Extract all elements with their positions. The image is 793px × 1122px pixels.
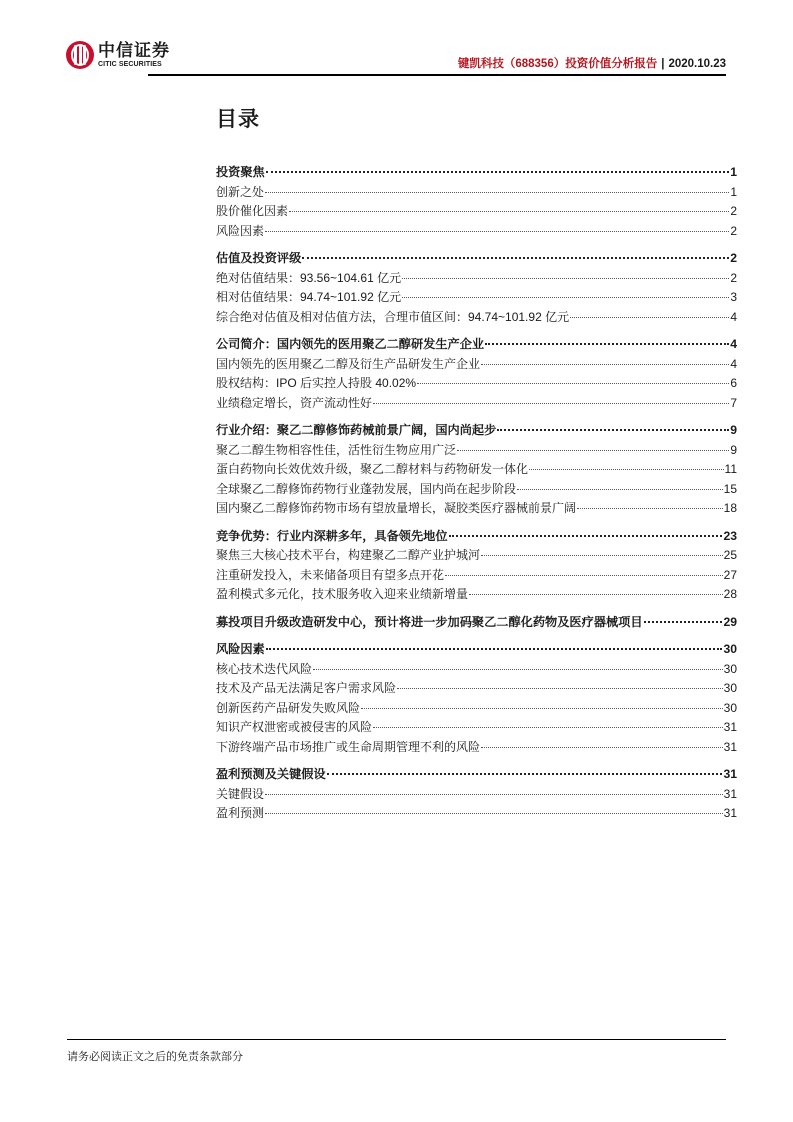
toc-page-number: 27	[723, 567, 737, 582]
toc-entry-label: 聚乙二醇生物相容性佳，活性衍生物应用广泛	[216, 442, 457, 457]
toc-page-number: 30	[723, 661, 737, 676]
toc-entry-label: 聚焦三大核心技术平台，构建聚乙二醇产业护城河	[216, 548, 481, 562]
toc-heading[interactable]	[216, 335, 737, 355]
toc-entry[interactable]	[216, 355, 737, 375]
toc-section	[216, 163, 737, 241]
toc-title: 目录	[216, 108, 260, 131]
toc-entry-label: 全球聚乙二醇修饰药物行业蓬勃发展，国内尚在起步阶段	[216, 481, 517, 496]
report-date: 2020.10.23	[668, 58, 726, 70]
toc-heading[interactable]	[216, 613, 737, 633]
toc-heading[interactable]	[216, 640, 737, 660]
toc-page-number: 31	[723, 767, 737, 781]
toc-entry[interactable]	[216, 202, 737, 222]
dot-leader	[313, 668, 723, 670]
toc-page-number: 15	[723, 481, 737, 496]
toc-heading[interactable]	[216, 421, 737, 441]
toc-entry[interactable]	[216, 699, 737, 719]
toc-entry-label: 风险因素	[216, 223, 265, 238]
toc-entry-label: 绝对估值结果：93.56~104.61 亿元	[216, 270, 402, 285]
toc-heading[interactable]	[216, 249, 737, 269]
toc-heading-label: 盈利预测及关键假设	[216, 767, 326, 781]
toc-entry[interactable]	[216, 183, 737, 203]
toc-entry-label: 盈利模式多元化，技术服务收入迎来业绩新增量	[216, 587, 469, 601]
logo-name-en: CITIC SECURITIES	[98, 61, 162, 68]
toc-entry[interactable]	[216, 718, 737, 738]
toc-entry-label: 盈利预测	[216, 806, 265, 820]
toc-entry[interactable]	[216, 679, 737, 699]
toc-entry[interactable]	[216, 374, 737, 394]
toc-entry[interactable]	[216, 546, 737, 566]
dot-leader	[265, 793, 723, 795]
toc-entry-label: 蛋白药物向长效优效升级，聚乙二醇材料与药物研发一体化	[216, 462, 529, 476]
toc-entry-label: 业绩稳定增长，资产流动性好	[216, 395, 373, 410]
dot-leader	[402, 277, 729, 279]
toc-page-number: 25	[723, 548, 737, 562]
report-title: 键凯科技（688356）投资价值分析报告	[457, 58, 658, 70]
toc-section	[216, 335, 737, 413]
toc-section	[216, 421, 737, 519]
dot-leader	[481, 363, 729, 365]
toc-heading[interactable]	[216, 765, 737, 785]
toc-heading-label: 风险因素	[216, 642, 265, 656]
toc-page-number: 4	[730, 356, 737, 371]
dot-leader	[265, 230, 729, 232]
toc-heading-label: 行业介绍：聚乙二醇修饰药械前景广阔，国内尚起步	[216, 423, 497, 437]
toc-page-number: 2	[730, 251, 737, 265]
header-divider	[148, 74, 726, 76]
toc-page-number: 30	[723, 642, 737, 656]
dot-leader	[644, 620, 723, 623]
toc-section	[216, 527, 737, 605]
toc-entry[interactable]	[216, 288, 737, 308]
dot-leader	[265, 191, 729, 193]
dot-leader	[481, 746, 723, 748]
toc-page-number: 31	[723, 720, 737, 734]
toc-page-number: 2	[730, 270, 737, 285]
header-separator: |	[661, 58, 665, 70]
toc-page-number: 31	[723, 786, 737, 801]
toc-page-number: 1	[730, 184, 737, 199]
toc-entry[interactable]	[216, 308, 737, 328]
report-header-title	[458, 55, 726, 71]
dot-leader	[485, 342, 729, 345]
toc-entry[interactable]	[216, 460, 737, 480]
toc-page-number: 31	[723, 739, 737, 754]
toc-heading[interactable]	[216, 163, 737, 183]
disclaimer-notice: 请务必阅读正文之后的免责条款部分	[67, 1051, 243, 1063]
toc-page-number: 29	[723, 614, 737, 629]
toc-page-number: 30	[723, 681, 737, 695]
toc-section	[216, 640, 737, 757]
toc-page-number: 11	[724, 462, 737, 476]
toc-page-number: 23	[723, 528, 737, 543]
toc-page-number: 2	[730, 204, 737, 218]
toc-entry[interactable]	[216, 785, 737, 805]
dot-leader	[517, 488, 723, 490]
toc-heading[interactable]	[216, 527, 737, 547]
dot-leader	[397, 687, 723, 689]
dot-leader	[449, 534, 723, 537]
dot-leader	[570, 316, 729, 318]
toc-page-number: 31	[723, 806, 737, 820]
toc-heading-label: 估值及投资评级	[216, 251, 302, 265]
toc-entry-label: 技术及产品无法满足客户需求风险	[216, 681, 397, 695]
dot-leader	[289, 210, 729, 212]
toc-entry[interactable]	[216, 441, 737, 461]
dot-leader	[577, 507, 723, 509]
toc-entry-label: 股价催化因素	[216, 204, 289, 218]
toc-page-number: 2	[730, 223, 737, 238]
toc-heading-label: 竞争优势：行业内深耕多年，具备领先地位	[216, 528, 448, 543]
toc-heading-label: 公司简介：国内领先的医用聚乙二醇研发生产企业	[216, 337, 485, 351]
dot-leader	[457, 449, 729, 451]
toc-entry-label: 综合绝对估值及相对估值方法，合理市值区间：94.74~101.92 亿元	[216, 309, 570, 324]
toc-section	[216, 765, 737, 824]
toc-entry[interactable]	[216, 269, 737, 289]
toc-entry-label: 创新之处	[216, 184, 265, 199]
toc-entry-label: 关键假设	[216, 786, 265, 801]
toc-entry-label: 国内聚乙二醇修饰药物市场有望放量增长，凝胶类医疗器械前景广阔	[216, 501, 577, 515]
toc-page-number: 9	[730, 442, 737, 457]
dot-leader	[373, 402, 729, 404]
dot-leader	[445, 574, 723, 576]
dot-leader	[497, 428, 729, 431]
toc-entry[interactable]	[216, 804, 737, 824]
dot-leader	[327, 772, 723, 775]
dot-leader	[265, 812, 723, 814]
dot-leader	[266, 647, 723, 650]
toc-section	[216, 249, 737, 327]
toc-entry-label: 下游终端产品市场推广或生命周期管理不利的风险	[216, 739, 481, 754]
page-header	[0, 0, 793, 80]
dot-leader	[373, 726, 723, 728]
toc-entry-label: 注重研发投入，未来储备项目有望多点开花	[216, 567, 445, 582]
dot-leader	[529, 468, 724, 470]
toc-entry-label: 国内领先的医用聚乙二醇及衍生产品研发生产企业	[216, 356, 481, 371]
toc-page-number: 18	[723, 501, 737, 515]
toc-page-number: 6	[730, 376, 737, 390]
toc-section	[216, 613, 737, 633]
toc-entry[interactable]	[216, 738, 737, 758]
toc-entry[interactable]	[216, 499, 737, 519]
toc-page-number: 1	[730, 165, 737, 179]
citic-logo	[66, 41, 170, 69]
logo-name-cn: 中信证券	[98, 41, 170, 60]
dot-leader	[481, 554, 723, 556]
dot-leader	[402, 296, 729, 298]
toc-page-number: 4	[730, 309, 737, 324]
toc-page-number: 9	[730, 423, 737, 437]
toc-entry-label: 创新医药产品研发失败风险	[216, 700, 361, 715]
toc-page-number: 3	[730, 290, 737, 304]
toc-entry-label: 核心技术迭代风险	[216, 661, 313, 676]
citic-logo-icon	[66, 41, 94, 69]
toc-page-number: 4	[730, 337, 737, 351]
toc-entry-label: 相对估值结果：94.74~101.92 亿元	[216, 290, 402, 304]
toc-entry[interactable]	[216, 480, 737, 500]
toc-entry[interactable]	[216, 566, 737, 586]
toc-entry[interactable]	[216, 585, 737, 605]
toc-entry-label: 股权结构：IPO 后实控人持股 40.02%	[216, 376, 417, 390]
toc-page-number: 28	[723, 587, 737, 601]
toc-page-number: 7	[730, 395, 737, 410]
toc-entry[interactable]	[216, 394, 737, 414]
toc-entry-label: 知识产权泄密或被侵害的风险	[216, 720, 373, 734]
toc-entry[interactable]	[216, 222, 737, 242]
toc-heading-label: 募投项目升级改造研发中心，预计将进一步加码聚乙二醇化药物及医疗器械项目	[216, 614, 643, 629]
dot-leader	[302, 256, 729, 259]
dot-leader	[266, 170, 729, 173]
dot-leader	[469, 593, 723, 595]
toc-heading-label: 投资聚焦	[216, 165, 265, 179]
dot-leader	[361, 707, 723, 709]
toc-page-number: 30	[723, 700, 737, 715]
dot-leader	[417, 382, 729, 384]
toc-entry[interactable]	[216, 660, 737, 680]
footer-divider	[67, 1039, 726, 1040]
table-of-contents	[216, 163, 737, 832]
